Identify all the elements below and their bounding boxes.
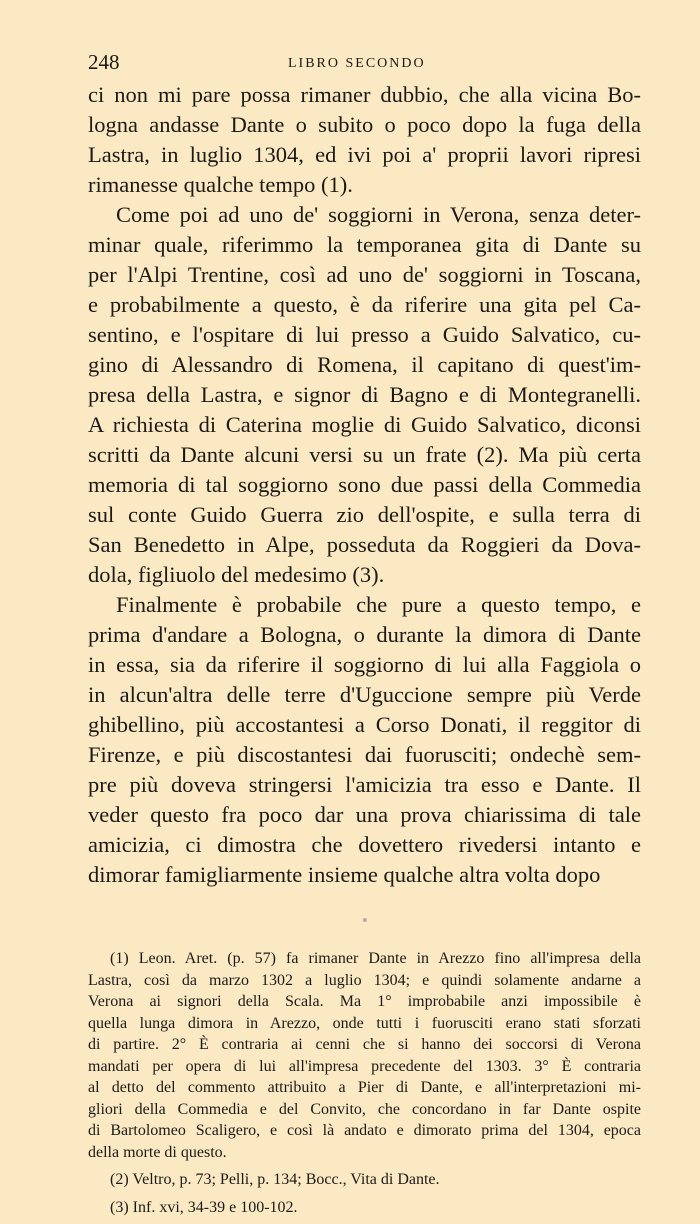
text-line: San Benedetto in Alpe, posseduta da Roggieri da Dova- bbox=[88, 532, 641, 557]
text-line: A richiesta di Caterina moglie di Guido Salvatico, diconsi bbox=[88, 412, 641, 437]
text-line: Lastra, in luglio 1304, ed ivi poi a' proprii lavori ripresi bbox=[88, 142, 641, 167]
text-line: Firenze, e più discostantesi dai fuorusciti; ondechè sem- bbox=[88, 742, 641, 767]
footnote-line: (3) Inf. xvi, 34-39 e 100-102. bbox=[110, 1198, 298, 1216]
page bbox=[88, 50, 641, 1224]
text-line: in essa, sia da riferire il soggiorno di lui alla Faggiola o bbox=[88, 652, 641, 677]
text-line: pre più doveva stringersi l'amicizia tra esso e Dante. Il bbox=[88, 772, 641, 797]
text-line: Come poi ad uno de' soggiorni in Verona, senza deter- bbox=[116, 202, 641, 227]
footnote-line: Verona ai signori della Scala. Ma 1° improbabile anzi impossibile è bbox=[88, 993, 641, 1010]
text-line: prima d'andare a Bologna, o durante la dimora di Dante bbox=[88, 622, 641, 647]
footnote-line: gliori della Commedia e del Convito, che concordano in far Dante ospite bbox=[88, 1100, 641, 1118]
text-line: scritti da Dante alcuni versi su un frate (2). Ma più certa bbox=[88, 442, 641, 467]
footnote-line: Lastra, così da marzo 1302 a luglio 1304; e quindi solamente andarne a bbox=[88, 971, 641, 989]
footnote-line: al detto del commento attribuito a Pier di Dante, e all'interpretazioni mi- bbox=[88, 1079, 641, 1096]
text-line: gino di Alessandro di Romena, il capitano di quest'im- bbox=[88, 352, 641, 377]
text-line: veder questo fra poco dar una prova chiarissima di tale bbox=[88, 802, 641, 827]
paragraph-1 bbox=[88, 80, 641, 200]
footnote-separator bbox=[363, 918, 367, 922]
text-line: amicizia, ci dimostra che dovettero rivedersi intanto e bbox=[88, 832, 641, 857]
text-line: ci non mi pare possa rimaner dubbio, che alla vicina Bo- bbox=[88, 82, 641, 107]
text-line: rimanesse qualche tempo (1). bbox=[88, 172, 353, 197]
text-line: memoria di tal soggiorno sono due passi della Commedia bbox=[88, 472, 641, 497]
page-number: 248 bbox=[88, 50, 120, 74]
footnote-1 bbox=[88, 948, 641, 1163]
text-line: dimorar famigliarmente insieme qualche altra volta dopo bbox=[88, 862, 601, 887]
page-header bbox=[88, 50, 641, 80]
paragraph-3 bbox=[88, 590, 641, 890]
text-line: sentino, e l'ospitare di lui presso a Guido Salvatico, cu- bbox=[88, 322, 641, 347]
text-line: Finalmente è probabile che pure a questo tempo, e bbox=[116, 592, 641, 617]
footnote-line: di partire. 2° È contraria ai cenni che si hanno dei soccorsi di Verona bbox=[88, 1036, 641, 1053]
footnote-line: quella lunga dimora in Arezzo, onde tutti i fuorusciti erano stati sforzati bbox=[88, 1014, 641, 1032]
text-line: in alcun'altra delle terre d'Uguccione sempre più Verde bbox=[88, 682, 641, 707]
footnotes bbox=[88, 948, 641, 1218]
text-line: minar quale, riferimmo la temporanea gita di Dante su bbox=[88, 232, 641, 257]
footnote-line: mandati per opera di lui all'impresa precedente del 1303. 3° È contraria bbox=[88, 1057, 641, 1075]
text-line: ghibellino, più accostantesi a Corso Donati, il reggitor di bbox=[88, 712, 641, 737]
footnote-line: (1) Leon. Aret. (p. 57) fa rimaner Dante in Arezzo fino all'impresa della bbox=[110, 950, 641, 967]
paragraph-2 bbox=[88, 200, 641, 590]
text-line: dola, figliuolo del medesimo (3). bbox=[88, 562, 385, 587]
footnote-line: della morte di questo. bbox=[88, 1143, 227, 1161]
running-head: LIBRO SECONDO bbox=[288, 56, 426, 71]
text-line: logna andasse Dante o subito o poco dopo la fuga della bbox=[88, 112, 641, 137]
text-line: presa della Lastra, e signor di Bagno e di Montegranelli. bbox=[88, 382, 641, 407]
footnote-2 bbox=[88, 1169, 641, 1191]
body-text bbox=[88, 80, 641, 890]
text-line: sul conte Guido Guerra zio dell'ospite, e sulla terra di bbox=[88, 502, 641, 527]
footnote-line: (2) Veltro, p. 73; Pelli, p. 134; Bocc., Vita di Dante. bbox=[110, 1171, 440, 1188]
text-line: per l'Alpi Trentine, così ad uno de' soggiorni in Toscana, bbox=[88, 262, 641, 287]
text-line: e probabilmente a questo, è da riferire una gita pel Ca- bbox=[88, 292, 641, 317]
footnote-3 bbox=[88, 1197, 641, 1219]
footnote-line: di Bartolomeo Scaligero, e così là andato e dimorato prima del 1304, epoca bbox=[88, 1122, 641, 1139]
